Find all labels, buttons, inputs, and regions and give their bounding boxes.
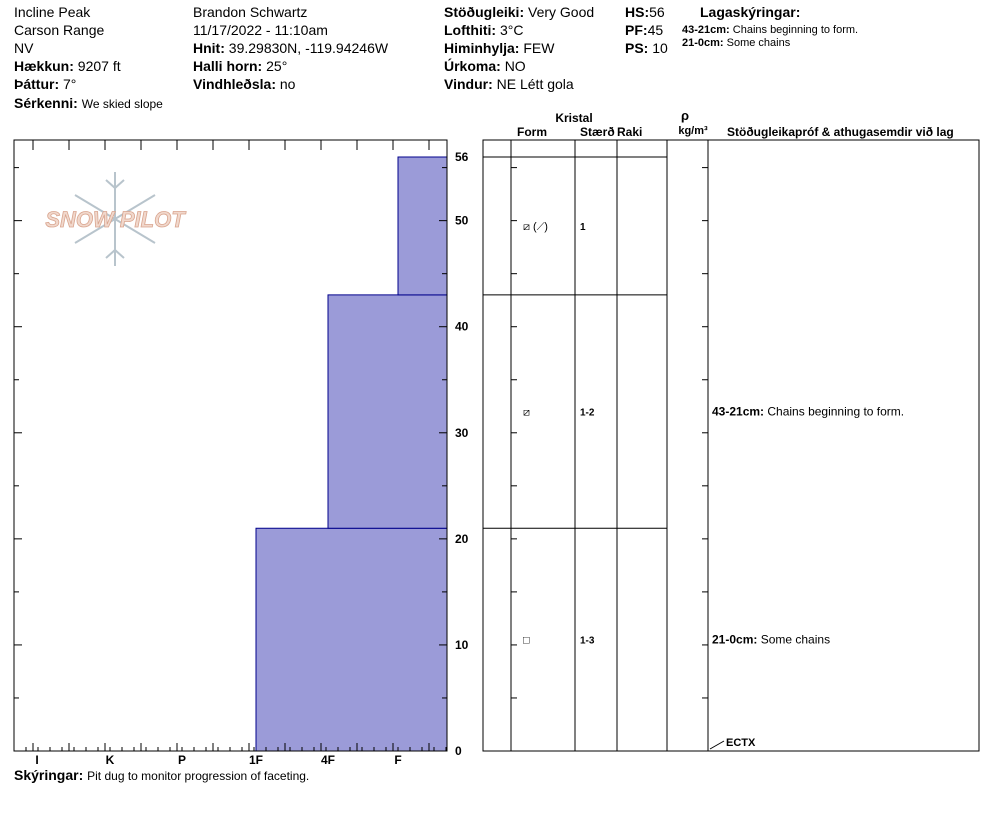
grain-size: 1-3 [580, 635, 595, 647]
aspect: Þáttur: 7° [14, 76, 77, 92]
grain-size: 1-2 [580, 407, 595, 419]
form-header: Form [517, 125, 547, 139]
hardness-bar [328, 295, 447, 528]
y-tick-label: 30 [455, 425, 469, 440]
ski-penetration: PS: 10 [625, 40, 668, 56]
wind: Vindur: NE Létt gola [444, 76, 574, 92]
legend-title: Lagaskýringar: [700, 4, 801, 20]
logo-text: SNOW PILOT [45, 207, 185, 232]
layer-comment: 21-0cm: Some chains [712, 632, 831, 647]
stability: Stöðugleiki: Very Good [444, 4, 595, 20]
table-frame [483, 140, 979, 751]
observer: Brandon Schwartz [193, 4, 308, 20]
y-tick-label: 0 [455, 744, 462, 758]
datetime: 11/17/2022 - 11:10am [193, 22, 328, 38]
crystal-header: Kristal [555, 111, 593, 125]
wind-loading: Vindhleðsla: no [193, 76, 296, 92]
snow-height: HS:56 [625, 4, 665, 20]
hardness-profile-plot [14, 140, 708, 767]
snowpilot-logo [45, 172, 186, 266]
sky-cover: Himinhylja: FEW [444, 40, 555, 56]
y-tick-label: 50 [455, 213, 469, 228]
size-header: Stærð [580, 125, 615, 139]
y-tick-label: 10 [455, 637, 469, 652]
test-pointer [710, 741, 724, 749]
grain-form-symbol: ⧄ [523, 406, 530, 419]
x-tick-label: 4F [320, 753, 336, 767]
air-temperature: Lofthiti: 3°C [444, 22, 524, 38]
footer-comments: Skýringar: Pit dug to monitor progression of faceting. [14, 767, 310, 783]
density-unit: kg/m³ [678, 125, 708, 137]
x-tick-label: I [35, 753, 39, 767]
slope-angle: Halli horn: 25° [193, 58, 288, 74]
legend-item: 21-0cm: Some chains [682, 37, 791, 49]
features: Sérkenni: We skied slope [14, 95, 163, 111]
coordinates: Hnit: 39.29830N, -119.94246W [193, 40, 389, 56]
y-tick-label: 40 [455, 319, 469, 334]
elevation: Hækkun: 9207 ft [14, 58, 121, 74]
y-tick-label: 20 [455, 531, 469, 546]
moisture-header: Raki [617, 125, 643, 139]
foot-penetration: PF:45 [625, 22, 664, 38]
hardness-bar [256, 528, 447, 751]
hardness-bar [398, 157, 447, 295]
precipitation: Úrkoma: NO [444, 58, 526, 74]
legend-item: 43-21cm: Chains beginning to form. [682, 24, 859, 36]
crystal-table [483, 108, 979, 751]
x-tick-label: F [394, 753, 402, 767]
grain-form-symbol: ⧄ (⟋) [523, 220, 548, 233]
state: NV [14, 40, 34, 56]
x-tick-label: 1F [248, 753, 264, 767]
location-name: Incline Peak [14, 4, 91, 20]
x-tick-label: P [177, 753, 187, 767]
stability-test-result: ECTX [726, 737, 756, 749]
comments-header: Stöðugleikapróf & athugasemdir við lag [727, 125, 954, 139]
y-tick-label: 56 [455, 150, 469, 164]
grain-size: 1 [580, 221, 586, 233]
density-symbol: ρ [680, 108, 690, 123]
grain-form-symbol: □ [523, 634, 530, 647]
x-tick-label: K [105, 753, 115, 767]
mountain-range: Carson Range [14, 22, 105, 38]
layer-comment: 43-21cm: Chains beginning to form. [712, 404, 905, 419]
